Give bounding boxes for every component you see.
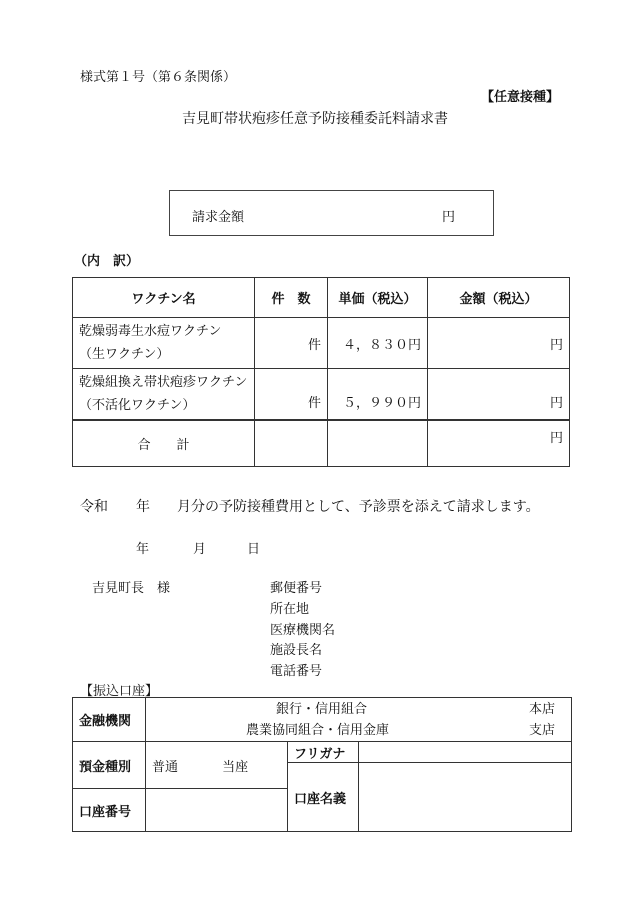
total-label: 合 計 bbox=[73, 420, 255, 467]
furigana-label: フリガナ bbox=[288, 742, 359, 763]
clinic-name-label: 医療機関名 bbox=[270, 623, 336, 638]
vaccine-name-cell bbox=[73, 318, 255, 369]
table-row bbox=[73, 318, 570, 369]
statement-year: 年 bbox=[136, 499, 150, 515]
statement-era: 令和 bbox=[80, 499, 108, 515]
table-header-row bbox=[73, 278, 570, 318]
total-count-cell[interactable] bbox=[255, 420, 328, 467]
header-vaccine-name: ワクチン名 bbox=[73, 278, 255, 318]
institution-row bbox=[73, 698, 572, 742]
unit-price-cell bbox=[328, 369, 428, 420]
claim-amount-unit: 円 bbox=[442, 210, 456, 225]
total-price-cell bbox=[328, 420, 428, 467]
bank-account-table bbox=[72, 697, 572, 832]
furigana-input[interactable] bbox=[359, 742, 572, 763]
breakdown-label: （内 訳） bbox=[74, 254, 140, 269]
amount-cell[interactable] bbox=[428, 369, 570, 420]
director-name-label: 施設長名 bbox=[270, 643, 323, 658]
header-amount: 金額（税込） bbox=[428, 278, 570, 318]
branch-main: 本店 bbox=[528, 701, 555, 717]
postal-code-label: 郵便番号 bbox=[270, 581, 323, 596]
amount-unit: 円 bbox=[549, 395, 563, 411]
account-number-label: 口座番号 bbox=[73, 789, 146, 832]
account-number-input[interactable] bbox=[146, 789, 288, 832]
count-cell[interactable] bbox=[255, 318, 328, 369]
bank-type-line2: 農業協同組合・信用金庫 bbox=[246, 722, 390, 738]
form-number: 様式第１号（第６条関係） bbox=[80, 70, 237, 85]
count-unit: 件 bbox=[307, 337, 321, 353]
total-amount-cell[interactable] bbox=[428, 420, 570, 467]
institution-label: 金融機関 bbox=[73, 698, 146, 742]
unit-price-cell bbox=[328, 318, 428, 369]
date-year: 年 bbox=[136, 542, 150, 557]
date-month: 月 bbox=[193, 542, 207, 557]
deposit-type-label: 預金種別 bbox=[73, 742, 146, 789]
statement-text: 月分の予防接種費用として、予診票を添えて請求します。 bbox=[177, 499, 540, 515]
claim-amount-box bbox=[169, 190, 494, 236]
amount-cell[interactable] bbox=[428, 318, 570, 369]
claim-amount-label: 請求金額 bbox=[192, 210, 245, 225]
vaccine-name: 乾燥弱毒生水痘ワクチン bbox=[79, 324, 222, 339]
total-amount-unit: 円 bbox=[549, 430, 563, 446]
bank-section-label: 【振込口座】 bbox=[80, 684, 159, 699]
addressee: 吉見町長 様 bbox=[92, 581, 171, 596]
count-cell[interactable] bbox=[255, 369, 328, 420]
table-row bbox=[73, 369, 570, 420]
total-row bbox=[73, 420, 570, 467]
amount-unit: 円 bbox=[549, 337, 563, 353]
page-title: 吉見町帯状疱疹任意予防接種委託料請求書 bbox=[182, 111, 448, 127]
address-label: 所在地 bbox=[270, 602, 310, 617]
vaccine-name-cell bbox=[73, 369, 255, 420]
institution-cell[interactable] bbox=[146, 698, 572, 742]
header-count: 件 数 bbox=[255, 278, 328, 318]
header-unit-price: 単価（税込） bbox=[328, 278, 428, 318]
deposit-type-cell[interactable] bbox=[146, 742, 288, 789]
count-unit: 件 bbox=[307, 395, 321, 411]
bank-type-line1: 銀行・信用組合 bbox=[276, 701, 368, 717]
breakdown-table bbox=[72, 277, 570, 467]
account-name-label: 口座名義 bbox=[288, 763, 359, 832]
phone-label: 電話番号 bbox=[270, 664, 323, 679]
deposit-current[interactable]: 当座 bbox=[222, 759, 249, 775]
furigana-row bbox=[73, 742, 572, 763]
branch-sub: 支店 bbox=[528, 722, 555, 738]
unit-price: ４，８３０円 bbox=[342, 337, 421, 353]
account-name-input[interactable] bbox=[359, 763, 572, 832]
inoculation-type: 【任意接種】 bbox=[480, 90, 559, 105]
deposit-normal[interactable]: 普通 bbox=[152, 759, 179, 775]
unit-price: ５，９９０円 bbox=[342, 395, 421, 411]
vaccine-name: 乾燥組換え帯状疱疹ワクチン bbox=[79, 374, 248, 390]
date-day: 日 bbox=[247, 542, 261, 557]
vaccine-type: （生ワクチン） bbox=[79, 347, 170, 362]
vaccine-type: （不活化ワクチン） bbox=[79, 397, 196, 413]
